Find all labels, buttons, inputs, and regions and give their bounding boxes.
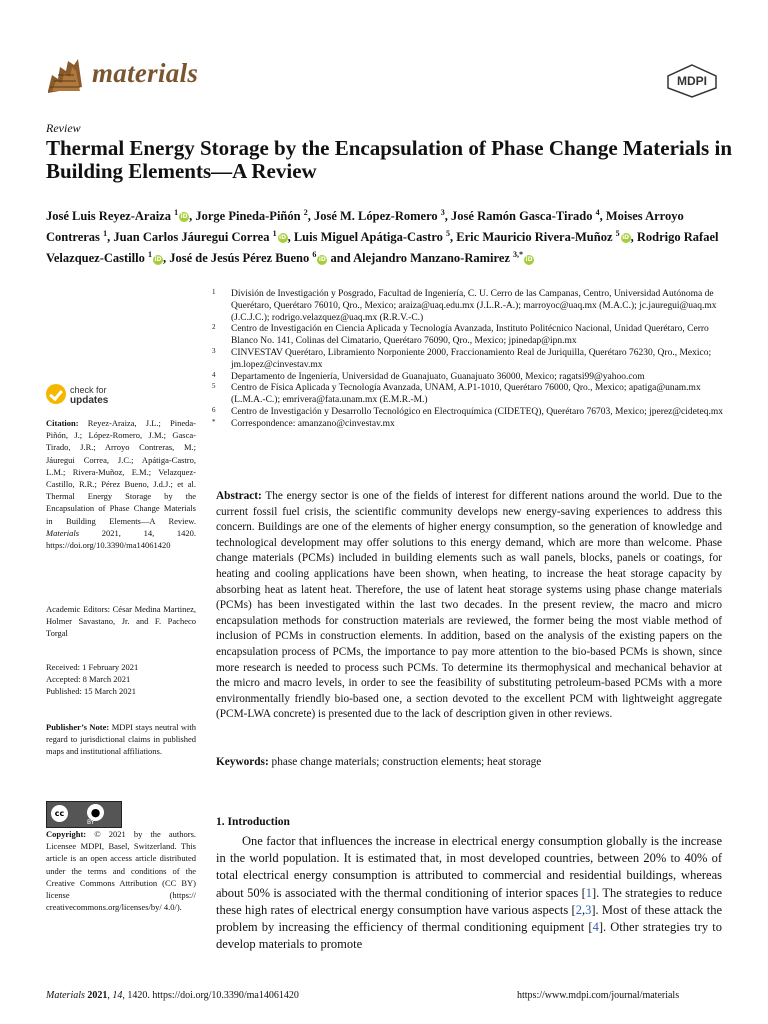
- reference-link-3[interactable]: 3: [585, 902, 592, 917]
- affiliation-number: *: [212, 417, 216, 426]
- orcid-icon[interactable]: iD: [622, 234, 630, 242]
- intro-text-1: One factor that influences the increase in electrical energy consumption globally is the increase in the world population. It is estimated that, in most developed countries, between 20% to 40% of total electrical energy consumption is attributed to commercial and residential buildings, whereas about 50% is associated with the thermal conditioning of interior spaces [: [216, 834, 722, 900]
- publisher-note-text: MDPI stays neutral with regard to jurisdictional claims in published maps and institutional affiliations.: [46, 722, 197, 757]
- orcid-icon[interactable]: iD: [318, 255, 326, 263]
- author-name: José de Jesús Pérez Bueno: [169, 251, 313, 266]
- article-title: Thermal Energy Storage by the Encapsulation of Phase Change Materials in Building Elements—A Review: [46, 136, 732, 183]
- cc-by-license-badge[interactable]: [46, 801, 122, 828]
- mdpi-logo-icon: [666, 64, 718, 98]
- attribution-person-icon: ●: [87, 804, 104, 821]
- check-updates-line1: check for: [70, 385, 107, 395]
- author-affiliation-mark: 5: [615, 229, 620, 239]
- cc-icon: cc: [51, 805, 68, 822]
- affiliation-text: Departamento de Ingeniería, Universidad de Guanajuato, Guanajuato 36000, Mexico; ragatsi99@yahoo.com: [231, 371, 645, 382]
- author-name: José M. López-Romero: [313, 209, 441, 224]
- orcid-icon[interactable]: iD: [525, 255, 533, 263]
- affiliation-item: [212, 348, 732, 372]
- author-affiliation-mark: 2: [303, 208, 308, 217]
- abstract-label: Abstract:: [216, 490, 262, 502]
- by-label: BY: [87, 819, 95, 826]
- footer-journal-url[interactable]: https://www.mdpi.com/journal/materials: [517, 990, 680, 1001]
- published-date: Published: 15 March 2021: [46, 686, 136, 697]
- affiliation-number: 2: [212, 323, 216, 332]
- affiliation-text: CINVESTAV Querétaro, Libramiento Norponiente 2000, Fraccionamiento Real de Juriquilla, Querétaro 76230, Qro., Mexico; jm.lopez@cinvestav.mx: [231, 347, 712, 370]
- journal-name: materials: [92, 58, 199, 88]
- authors-and: and: [330, 251, 351, 266]
- affiliation-text: Centro de Física Aplicada y Tecnología Avanzada, UNAM, A.P1-1010, Querétaro 76000, Qro., Mexico; apatiga@unam.mx (L.M.A.-C.); emrivera@fata.unam.mx (E.M.R.-M.): [231, 383, 701, 406]
- journal-logo-icon: [46, 57, 84, 95]
- affiliation-item: [212, 383, 732, 407]
- section-heading-introduction: 1. Introduction: [216, 816, 290, 828]
- keywords-text: phase change materials; construction elements; heat storage: [271, 756, 542, 768]
- orcid-icon[interactable]: iD: [279, 234, 287, 242]
- author-name: José Luis Reyez-Araiza: [46, 209, 175, 224]
- affiliation-item: [212, 407, 732, 419]
- footer-volume: 14: [112, 990, 123, 1001]
- copyright-label: Copyright:: [46, 829, 87, 839]
- publisher-note-label: Publisher’s Note:: [46, 722, 110, 732]
- orcid-icon[interactable]: iD: [180, 213, 188, 221]
- affiliation-text: Centro de Investigación en Ciencia Aplicada y Tecnología Avanzada, Instituto Politécnico Nacional, Unidad Querétaro, Cerro Blanco No. 141, Colinas del Cimatario, Querétaro 76090, Qro., Mexico; jpinedap@ipn.mx: [231, 324, 709, 347]
- author-name: Eric Mauricio Rivera-Muñoz: [456, 230, 616, 245]
- footer-doi[interactable]: , 1420. https://doi.org/10.3390/ma14061420: [122, 990, 299, 1001]
- affiliation-item: [212, 419, 732, 431]
- author-affiliation-mark: 1: [147, 250, 152, 260]
- author-affiliation-mark: 1: [103, 229, 108, 239]
- dates-block: [46, 661, 196, 698]
- citation-text: Reyez-Araiza, J.L.; Pineda-Piñón, J.; López-Romero, J.M.; Gasca-Tirado, J.R.; Arroyo Contreras, M.; Jáuregui Correa, J.C.; Apátiga-Castro, L.M.; Rivera-Muñoz, E.M.; Velazquez-Castillo, R.R.; Pérez Bueno, J.d.J.; et al. Thermal Energy Storage by the Encapsulation of Phase Change Materials in Building Elements—A Review.: [46, 418, 197, 526]
- citation-journal: Materials: [46, 527, 80, 538]
- reference-link-4[interactable]: 4: [592, 920, 599, 935]
- affiliation-item: [212, 372, 732, 384]
- footer-year: 2021: [87, 990, 108, 1001]
- affiliation-number: 4: [212, 370, 216, 379]
- author-affiliation-mark: 4: [595, 208, 600, 217]
- author-list: José Luis Reyez-Araiza $^1$ iD, Jorge Pineda-Piñón $^2$, José M. López-Romero $^3$, José Ramón Gasca-Tirado $^4$, Moises Arroyo Contreras $^1$, Juan Carlos Jáuregui Correa $^1$ iD, Luis Miguel Apátiga-Castro $^5$, Eric Mauricio Rivera-Muñoz $^5$ iD, Rodrigo Rafael Velazquez-Castillo $^1$ iD, José de Jesús Pérez Bueno $^6$ iD and Alejandro Manzano-Ramirez $^{3,*}$ iD: [46, 208, 719, 266]
- author-name: Rodrigo Rafael Velazquez-Castillo: [46, 230, 719, 266]
- intro-text-2: ]. The strategies to reduce these high rates of electrical energy consumption have various aspects [: [216, 885, 723, 917]
- affiliation-item: [212, 324, 732, 348]
- footer-journal: Materials: [46, 990, 85, 1001]
- author-affiliation-mark: 1: [272, 229, 277, 239]
- copyright-text: © 2021 by the authors. Licensee MDPI, Basel, Switzerland. This article is an open access article distributed under the terms and conditions of the Creative Commons Attribution (CC BY) license (https:// creativecommons.org/licenses/by/ 4.0/).: [46, 829, 196, 913]
- author-affiliation-mark: 6: [312, 250, 317, 260]
- article-type: Review: [46, 121, 81, 135]
- citation-rest: 2021, 14, 1420. https://doi.org/10.3390/ma14061420: [46, 527, 196, 551]
- accepted-date: Accepted: 8 March 2021: [46, 674, 131, 685]
- copyright-block: [46, 828, 196, 913]
- intro-text-5: ]. Other strategies try to develop materials to promote: [216, 920, 723, 952]
- abstract: [216, 489, 722, 723]
- author-affiliation-mark: 3,*: [513, 250, 524, 260]
- affiliation-text: Centro de Investigación y Desarrollo Tecnológico en Electroquímica (CIDETEQ), Querétaro 76703, Mexico; jperez@cideteq.mx: [231, 406, 723, 417]
- intro-text-3: ,: [581, 902, 586, 917]
- affiliation-text: Correspondence: amanzano@cinvestav.mx: [231, 418, 395, 429]
- editors-label: Academic Editors:: [46, 604, 110, 614]
- affiliation-number: 1: [212, 288, 216, 296]
- author-name: Juan Carlos Jáuregui Correa: [113, 230, 273, 245]
- academic-editors: [46, 603, 196, 640]
- intro-text-4: ]. Most of these attack the problem by increasing the efficiency of thermal conditioning equipment [: [216, 902, 722, 935]
- author-name: Luis Miguel Apátiga-Castro: [293, 230, 447, 245]
- affiliation-number: 5: [212, 382, 216, 391]
- publisher-note: [46, 721, 196, 758]
- affiliation-item: [212, 289, 732, 324]
- reference-link-1[interactable]: 1: [585, 885, 592, 900]
- orcid-icon[interactable]: iD: [154, 255, 162, 263]
- abstract-text: The energy sector is one of the fields of interest for different nations around the world. Due to the current fossil fuel crisis, the scientific community develops new energy-saving experiences to address this concern. Buildings are one of the elements of higher energy consumption, so the generation of knowledge and technological development may offer solutions to this energy demand, which are more than welcome. Phase change materials (PCMs) included in building elements such as wall panels, blocks, panels or coatings, for heating and cooling applications have been shown, when heating, to increase the heat storage capacity by absorbing heat as latent heat. Therefore, the use of latent heat storage systems using phase change materials (PCMs) has been investigated within the last two decades. In the present review, the macro and micro encapsulation methods for construction materials are reviewed, the former being the most viable method of inclusion of PCMs in construction elements. In addition, based on the analysis of the existing papers on the encapsulation process of PCMs, the importance to pay more attention to the bio-based PCMs is shown, since more research is needed to process such PCMs. To determine its thermophysical and mechanical behavior at the micro and macro levels, in order to see the feasibility of substituting petroleum-based PCMs with a more environmentally friendly bio-based one, a section devoted to the excellent PCM with lightweight aggregate (PCM-LWA concrete) is presented due to the lack of description given in other reviews.: [216, 490, 722, 721]
- affiliations: [212, 289, 732, 431]
- author-name: Moises Arroyo Contreras: [46, 209, 684, 245]
- author-name: Jorge Pineda-Piñón: [195, 209, 304, 224]
- check-updates-line2: updates: [70, 395, 109, 406]
- publisher-name: MDPI: [677, 74, 707, 88]
- keywords-label: Keywords:: [216, 756, 269, 768]
- received-date: Received: 1 February 2021: [46, 662, 139, 672]
- introduction-paragraph: [216, 833, 722, 953]
- editors-text: César Medina Martinez, Holmer Savastano, Jr. and F. Pacheco Torgal: [46, 604, 196, 639]
- affiliation-text: División de Investigación y Posgrado, Facultad de Ingeniería, C. U. Cerro de las Campanas, Centro, Universidad Autónoma de Querétaro, Querétaro 76010, Qro., Mexico; araiza@uaq.edu.mx (J.L.R.-A.); marroyoc@uaq.mx (M.A.C.); jc.jauregui@uaq.mx (J.C.J.C.); rodrigo.velazquez@uaq.mx (R.R.V.-C.): [231, 289, 717, 323]
- check-updates-icon: [46, 384, 66, 404]
- author-name: Alejandro Manzano-Ramirez: [353, 251, 514, 266]
- reference-link-2[interactable]: 2: [575, 902, 582, 917]
- author-name: José Ramón Gasca-Tirado: [451, 209, 596, 224]
- affiliation-number: 6: [212, 405, 216, 414]
- author-affiliation-mark: 1: [174, 208, 179, 217]
- check-for-updates-button[interactable]: [46, 384, 161, 412]
- affiliation-number: 3: [212, 346, 216, 355]
- author-affiliation-mark: 5: [446, 229, 451, 239]
- keywords: [216, 756, 722, 768]
- citation-block: [46, 417, 196, 551]
- author-affiliation-mark: 3: [440, 208, 445, 217]
- citation-label: Citation:: [46, 418, 79, 428]
- footer-citation: Materials 2021, 14, 1420. https://doi.org/10.3390/ma14061420: [46, 990, 299, 1001]
